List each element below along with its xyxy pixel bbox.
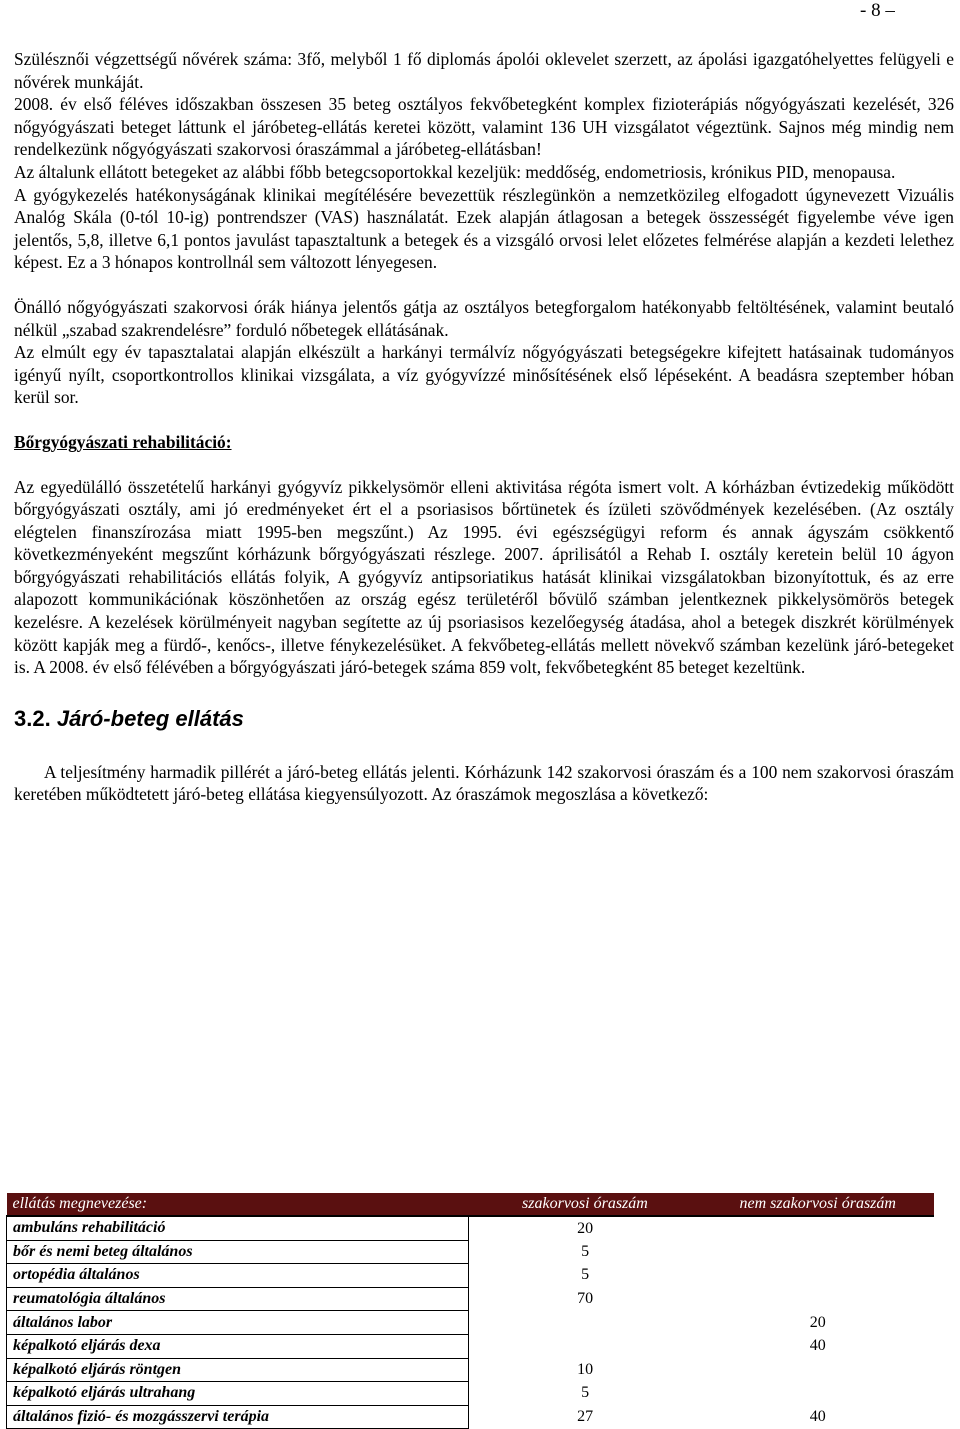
specialist-hours-cell: 5 <box>581 1384 590 1402</box>
spacer <box>14 679 954 705</box>
spacer <box>14 733 954 761</box>
row-label: képalkotó eljárás dexa <box>7 1334 469 1358</box>
non-specialist-hours-cell: 40 <box>809 1408 826 1426</box>
non-specialist-hours-cell <box>701 1358 934 1382</box>
specialist-hours-cell: 27 <box>577 1408 594 1426</box>
table-row <box>7 1334 935 1358</box>
header-non-specialist-hours: nem szakorvosi óraszám <box>739 1195 896 1212</box>
spacer <box>14 274 954 296</box>
header-specialist-hours: szakorvosi óraszám <box>522 1195 648 1212</box>
row-label: ortopédia általános <box>7 1264 469 1288</box>
specialist-hours-cell: 70 <box>577 1290 594 1308</box>
section-title: Járó-beteg ellátás <box>56 705 244 731</box>
table-row <box>7 1264 935 1288</box>
paragraph-specialist-hours: Önálló nőgyógyászati szakorvosi órák hiánya jelentős gátja az osztályos betegforgalom hatékonyabb feltöltésének, valamint beutaló nélkül „szabad szakrendelésre” forduló nőbetegek ellátásának. <box>14 296 954 340</box>
specialist-hours-cell <box>468 1334 701 1358</box>
specialist-hours-cell: 20 <box>468 1216 701 1240</box>
spacer <box>14 454 954 476</box>
paragraph-vas: A gyógykezelés hatékonyságának klinikai megítélésére bevezettük részlegünkön a nemzetközileg elfogadott úgynevezett Vizuális Analóg Skála (0-tól 10-ig) pontrendszer (VAS) használatát. Ezek alapján átlagosan a betegek összességét figyelembe véve igen jelentős, 5,8, illetve 6,1 pontos javulást tapasztaltunk a betegek és a vizsgáló orvosi lelet előzetes felmérése alapján a kezdeti lelethez képest. Ez a 3 hónapos kontrollnál sem változott lényegesen. <box>14 184 954 273</box>
heading-dermatology: Bőrgyógyászati rehabilitáció: <box>14 431 232 452</box>
specialist-hours-cell: 5 <box>581 1242 590 1260</box>
table-row <box>7 1358 935 1382</box>
document-body <box>14 48 954 806</box>
non-specialist-hours-cell <box>701 1382 934 1406</box>
row-label: általános fizió- és mozgásszervi terápia <box>7 1405 469 1429</box>
paragraph-2008-stats: 2008. év első féléves időszakban összesen 35 beteg osztályos fekvőbetegként komplex fizioterápiás nőgyógyászati kezelését, 326 nőgyógyászati beteget láttunk el járóbeteg-ellátás keretei között, valamint 136 UH vizsgálatot végeztünk. Sajnos még mindig nem rendelkezünk nőgyógyászati szakorvosi óraszámmal a járóbeteg-ellátásban! <box>14 94 954 160</box>
hours-table <box>6 1193 934 1429</box>
table-header-row <box>7 1193 935 1216</box>
row-label: reumatológia általános <box>7 1287 469 1311</box>
table-row <box>7 1382 935 1406</box>
table-row <box>7 1216 935 1240</box>
specialist-hours-cell: 10 <box>577 1360 594 1378</box>
table-row <box>7 1287 935 1311</box>
row-label: képalkotó eljárás röntgen <box>7 1358 469 1382</box>
table-body <box>7 1216 935 1429</box>
section-number: 3.2. <box>14 705 51 731</box>
paragraph-outpatient: A teljesítmény harmadik pillérét a járó-beteg ellátás jelenti. Kórházunk 142 szakorvosi óraszám és a 100 nem szakorvosi óraszám keretében működtetett járó-beteg ellátása kiegyensúlyozott. Az óraszámok megoszlása a következő: <box>14 761 954 805</box>
table-row <box>7 1240 935 1264</box>
specialist-hours-cell <box>468 1311 701 1335</box>
spacer <box>14 409 954 431</box>
paragraph-midwives: Szülésznői végzettségű nővérek száma: 3fő, melyből 1 fő diplomás ápolói oklevelet szerzett, az ápolási igazgatóhelyettes felügyeli e nővérek munkáját. <box>14 49 954 92</box>
header-service-name: ellátás megnevezése: <box>12 1195 148 1212</box>
paragraph-thermal-water-study: Az elmúlt egy év tapasztalatai alapján elkészült a harkányi termálvíz nőgyógyászati betegségekre kifejtett hatásainak tudományos igényű nyílt, csoportkontrollos klinikai vizsgálata, a víz gyógyvízzé minősítésének első lépéseként. A beadásra szeptember hóban kerül sor. <box>14 342 954 408</box>
non-specialist-hours-cell: 20 <box>809 1313 826 1331</box>
non-specialist-hours-cell: 40 <box>809 1337 826 1355</box>
table-row <box>7 1311 935 1335</box>
row-label: ambuláns rehabilitáció <box>7 1216 469 1240</box>
specialist-hours-cell: 5 <box>581 1266 590 1284</box>
page-number: - 8 – <box>860 0 895 21</box>
non-specialist-hours-cell <box>701 1264 934 1288</box>
non-specialist-hours-cell <box>701 1240 934 1264</box>
row-label: képalkotó eljárás ultrahang <box>7 1382 469 1406</box>
row-label: bőr és nemi beteg általános <box>7 1240 469 1264</box>
paragraph-patient-groups: Az általunk ellátott betegeket az alábbi főbb betegcsoportokkal kezeljük: meddőség, endometriosis, krónikus PID, menopausa. <box>14 161 896 182</box>
row-label: általános labor <box>7 1311 469 1335</box>
section-heading <box>14 705 954 733</box>
non-specialist-hours-cell <box>701 1216 934 1240</box>
paragraph-dermatology: Az egyedülálló összetételű harkányi gyógyvíz pikkelysömör elleni aktivitása régóta ismert volt. A kórházban évtizedekig működött bőrgyógyászati osztály, ami jó eredményeket ért el a psoriasisos bőrtünetek és ízületi szövődmények kezelésében. (Az osztály elégtelen finanszírozása miatt 1995-ben megszűnt.) Az 1995. évi egészségügyi reform és annak ágyszám csökkentő következményeként megszűnt kórházunk bőrgyógyászati részlege. 2007. áprilisától a Rehab I. osztály keretein belül 10 ágyon bőrgyógyászati rehabilitációs ellátás folyik, A gyógyvíz antipsoriatikus hatását klinikai vizsgálatokban bizonyítottuk, és az erre alapozott kommunikációnak köszönhetően az ország egész területéről bővülő számban jelentkeznek pikkelysömörös betegek kezelésre. A kezelések körülményeit nagyban segítette az új psoriasisos kezelőegység átadása, ahol a betegek diszkrét körülmények között kapják meg a fürdő-, kenőcs-, illetve fénykezelésüket. A fekvőbeteg-ellátás mellett növekvő számban kezelünk járó-betegeket is. A 2008. év első félévében a bőrgyógyászati járó-betegek száma 859 volt, fekvőbetegként 85 beteget kezeltünk. <box>14 476 954 678</box>
non-specialist-hours-cell <box>701 1287 934 1311</box>
table-row <box>7 1405 935 1429</box>
